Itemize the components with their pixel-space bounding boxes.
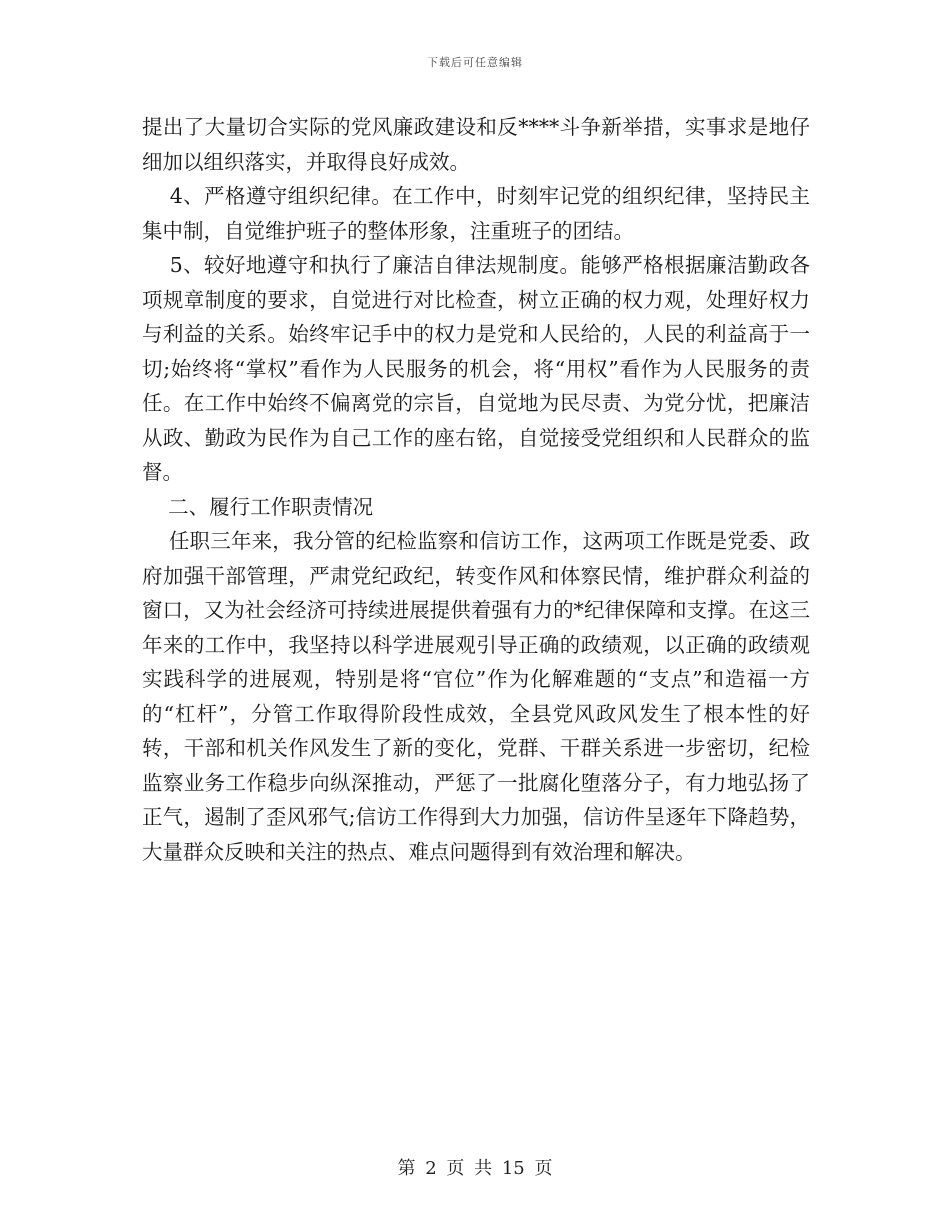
- page-number-footer: 第 2 页 共 15 页: [397, 1158, 553, 1179]
- paragraph-item-4: 4、严格遵守组织纪律。在工作中，时刻牢记党的组织纪律，坚持民主集中制，自觉维护班子的整体形象，注重班子的团结。: [142, 184, 810, 243]
- paragraph-section-body: 任职三年来，我分管的纪检监察和信访工作，这两项工作既是党委、政府加强干部管理，严肃党纪政纪，转变作风和体察民情，维护群众利益的窗口，又为社会经济可持续进展提供着强有力的*纪律保障和支撑。在这三年来的工作中，我坚持以科学进展观引导正确的政绩观，以正确的政绩观实践科学的进展观，特别是将“官位”作为化解难题的“支点”和造福一方的“杠杆”，分管工作取得阶段性成效，全县党风政风发生了根本性的好转，干部和机关作风发生了新的变化，党群、干群关系进一步密切，纪检监察业务工作稳步向纵深推动，严惩了一批腐化堕落分子，有力地弘扬了正气，遏制了歪风邪气;信访工作得到大力加强，信访件呈逐年下降趋势，大量群众反映和关注的热点、难点问题得到有效治理和解决。: [142, 529, 810, 864]
- page-header-note: 下载后可任意编辑: [427, 56, 523, 69]
- section-heading: 二、履行工作职责情况: [142, 494, 374, 519]
- paragraph-continuation: 提出了大量切合实际的党风廉政建设和反****斗争新举措，实事求是地仔细加以组织落实，并取得良好成效。: [142, 115, 810, 174]
- paragraph-item-5: 5、较好地遵守和执行了廉洁自律法规制度。能够严格根据廉洁勤政各项规章制度的要求，自觉进行对比检查，树立正确的权力观，处理好权力与利益的关系。始终牢记手中的权力是党和人民给的，人民的利益高于一切;始终将“掌权”看作为人民服务的机会，将“用权”看作为人民服务的责任。在工作中始终不偏离党的宗旨，自觉地为民尽责、为党分忧，把廉洁从政、勤政为民作为自己工作的座右铭，自觉接受党组织和人民群众的监督。: [142, 253, 810, 484]
- document-body: [142, 110, 810, 869]
